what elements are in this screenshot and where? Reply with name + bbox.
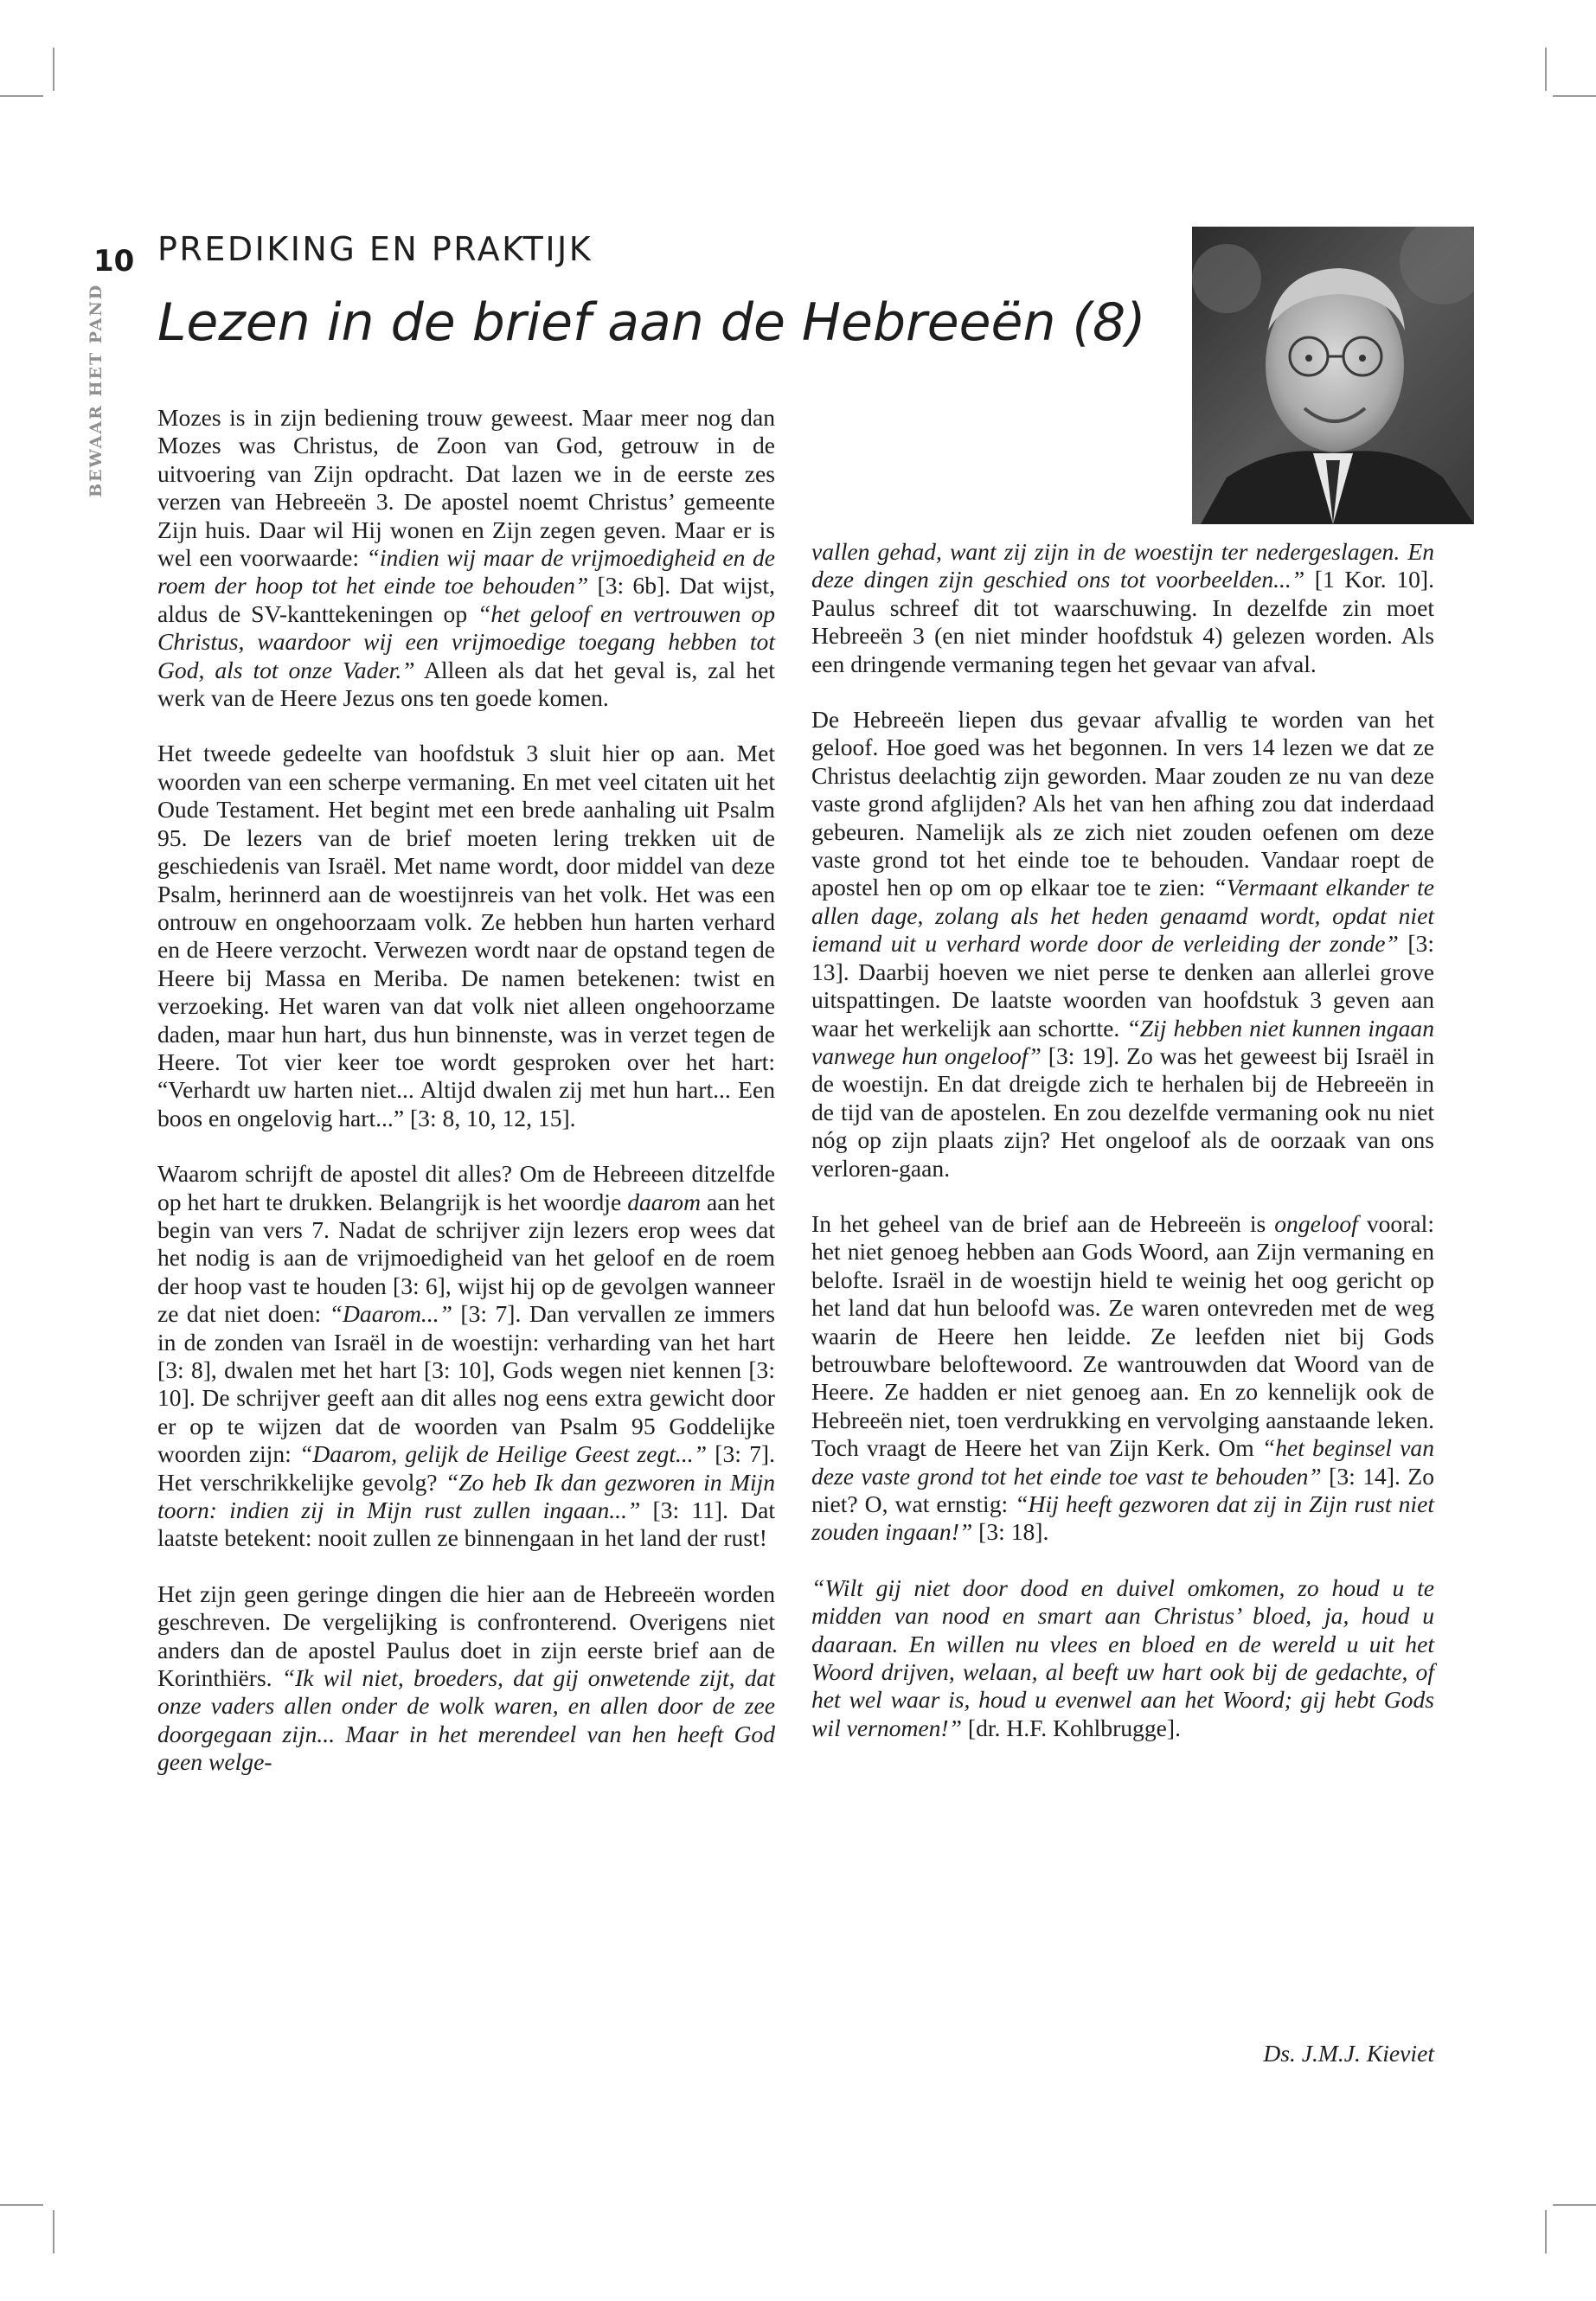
crop-mark xyxy=(1545,2210,1547,2253)
crop-mark xyxy=(1553,95,1596,97)
italic-quote: ongeloof xyxy=(1274,1209,1358,1237)
italic-quote: “Zij hebben niet kunnen ingaan vanwege hun ongeloof” xyxy=(811,1014,1435,1069)
text-run: De Hebreeën liepen dus gevaar afvallig te worden van het geloof. Hoe goed was het begonnen. In vers 14 lezen we dat ze Christus deelachtig zijn geworden. Maar zouden ze nu van deze vaste grond afglijden? Als het van hen afhing zou dat inderdaad gebeuren. Namelijk als ze zich niet zouden oefenen om deze vaste grond tot het einde toe te behouden. Vandaar roept de apostel hen op om op elkaar toe te zien: xyxy=(811,706,1434,901)
author-signature: Ds. J.M.J. Kieviet xyxy=(1263,2040,1434,2067)
italic-quote: “Ik wil niet, broeders, dat gij onwetende zijt, dat onze vaders allen onder de wolk waren, en allen door de zee doorgegaan zijn... Maar in het merendeel van hen heeft God geen welge- xyxy=(157,1664,775,1776)
italic-quote: “Vermaant elkander te allen dage, zolang als het heden genaamd wordt, opdat niet iemand uit u verhard worde door de verleiding der zonde” xyxy=(811,874,1434,958)
italic-quote: “Wilt gij niet door dood en duivel omkomen, zo houd u te midden van nood en smart aan Christus’ bloed, ja, houd u daaraan. En willen nu vlees en bloed en de wereld u uit het Woord drijven, welaan, al beeft uw hart ook bij de gedachte, of het wel waar is, houd u evenwel aan het Woord; gij hebt Gods wil vernomen!” xyxy=(811,1574,1434,1741)
portrait-image xyxy=(1192,227,1474,524)
right-column xyxy=(811,538,1434,1742)
text-run: [3: 18]. xyxy=(972,1518,1049,1546)
text-run: [3: 6b]. Dat wijst, aldus de SV-kanttekeningen op xyxy=(157,572,775,627)
paragraph xyxy=(157,740,775,1132)
crop-mark xyxy=(0,2204,43,2206)
paragraph xyxy=(811,706,1434,1183)
text-run: Mozes is in zijn bediening trouw geweest. Maar meer nog dan Mozes was Christus, de Zoon van God, getrouw in de uitvoering van Zijn opdracht. Dat lazen we in de eerste zes verzen van Hebreeën 3. De apostel noemt Christus’ gemeente Zijn huis. Daar wil Hij wonen en Zijn zegen geven. Maar er is wel een voorwaarde: xyxy=(157,404,775,572)
crop-mark xyxy=(53,2210,54,2253)
crop-mark xyxy=(0,95,43,97)
paragraph xyxy=(157,1580,775,1777)
text-run: Het zijn geen geringe dingen die hier aan de Hebreeën worden geschreven. De vergelijking is confronterend. Overigens niet anders dan de apostel Paulus doet in zijn eerste brief aan de Korinthiërs. xyxy=(157,1580,775,1692)
text-run: [3: 11]. Dat laatste betekent: nooit zullen ze binnengaan in het land der rust! xyxy=(157,1497,775,1552)
paragraph xyxy=(811,1574,1434,1742)
italic-quote: “indien wij maar de vrijmoedigheid en de roem der hoop tot het einde toe behouden” xyxy=(157,544,776,599)
text-run: [3: 13]. Daarbij hoeven we niet perse te denken aan allerlei grove uitspattingen. De laatste woorden van hoofdstuk 3 geven aan waar het werkelijk aan schortte. xyxy=(811,930,1434,1042)
italic-quote: vallen gehad, want zij zijn in de woestijn ter nedergeslagen. En deze dingen zijn geschied ons tot voorbeelden...” xyxy=(811,538,1434,593)
left-column xyxy=(157,404,775,1777)
italic-quote: “het geloof en vertrouwen op Christus, waardoor wij een vrijmoedige toegang hebben tot God, als tot onze Vader.” xyxy=(157,599,775,683)
side-label: BEWAAR HET PAND xyxy=(87,283,106,497)
italic-quote: “Daarom, gelijk de Heilige Geest zegt...” xyxy=(299,1440,708,1468)
text-run: In het geheel van de brief aan de Hebreeën is xyxy=(811,1209,1275,1237)
paragraph xyxy=(811,1210,1434,1547)
italic-quote: “het beginsel van deze vaste grond tot het einde toe vast te behouden” xyxy=(811,1434,1434,1490)
text-run: vooral: het niet genoeg hebben aan Gods Woord, aan Zijn vermaning en belofte. Israël in de woestijn hield te weinig het oog gericht op het land dat hun beloofd was. Ze waren ontevreden met de weg waarin de Heere hen leidde. Ze leefden niet bij Gods betrouwbare beloftewoord. Ze wantrouwden dat Woord van de Heere. Ze hadden er niet genoeg aan. En zo kennelijk ook de Hebreeën niet, toen verdrukking en vervolging aanstaande leken. Toch vraagt de Heere het van Zijn Kerk. Om xyxy=(811,1209,1434,1462)
text-run: [3: 7]. Dan vervallen ze immers in de zonden van Israël in de woestijn: verharding van het hart [3: 8], dwalen met het hart [3: 10], Gods wegen niet kennen [3: 10]. De schrijver geeft aan dit alles nog eens extra gewicht door er op te wijzen dat de woorden van Psalm 95 Goddelijke woorden zijn: xyxy=(157,1300,775,1468)
crop-mark xyxy=(53,48,54,91)
paragraph xyxy=(157,1160,775,1553)
text-run: [3: 19]. Zo was het geweest bij Israël in de woestijn. En dat dreigde zich te herhalen bij de Hebreeën in de tijd van de apostelen. En zou dezelfde vermaning ook nu niet nóg op zijn plaats zijn? Het ongeloof als de oorzaak van ons verloren-gaan. xyxy=(811,1042,1435,1182)
text-run: Het tweede gedeelte van hoofdstuk 3 sluit hier op aan. Met woorden van een scherpe vermaning. En met veel citaten uit het Oude Testament. Het begint met een brede aanhaling uit Psalm 95. De lezers van de brief moeten lering trekken uit de geschiedenis van Israël. Met name wordt, door middel van deze Psalm, herinnerd aan de woestijnreis van het volk. Het was een ontrouw en ongehoorzaam volk. Ze hebben hun harten verhard en de Heere verzocht. Verwezen wordt naar de opstand tegen de Heere bij Massa en Meriba. De namen betekenen: twist en verzoeking. Het waren van dat volk niet alleen ongehoorzame daden, maar hun hart, dus hun binnenste, was in verzet tegen de Heere. Tot vier keer toe wordt gesproken over het hart: “Verhardt uw harten niet... Altijd dwalen zij met hun hart... Een boos en ongelovig hart...” [3: 8, 10, 12, 15]. xyxy=(157,740,775,1131)
crop-mark xyxy=(1545,48,1547,91)
text-run: Waarom schrijft de apostel dit alles? Om de Hebreeen ditzelfde op het hart te drukken. Belangrijk is het woordje xyxy=(157,1160,775,1215)
text-run: [3: 14]. Zo niet? O, wat ernstig: xyxy=(811,1462,1434,1517)
paragraph xyxy=(157,404,775,712)
paragraph xyxy=(811,538,1434,678)
page-number: 10 xyxy=(93,244,135,279)
article-title: Lezen in de brief aan de Hebreeën (8) xyxy=(157,292,1146,353)
text-run: [1 Kor. 10]. Paulus schreef dit tot waarschuwing. In dezelfde zin moet Hebreeën 3 (en niet minder hoofdstuk 4) gelezen worden. Als een dringende vermaning tegen het gevaar van afval. xyxy=(811,566,1434,677)
author-photo xyxy=(1192,227,1474,524)
section-heading: PREDIKING EN PRAKTIJK xyxy=(157,230,593,268)
crop-mark xyxy=(1553,2204,1596,2206)
text-run: [dr. H.F. Kohlbrugge]. xyxy=(961,1714,1181,1741)
text-run: [3: 7]. Het verschrikkelijke gevolg? xyxy=(157,1440,775,1496)
text-run: Alleen als dat het geval is, zal het werk van de Heere Jezus ons ten goede komen. xyxy=(157,656,775,712)
italic-quote: “Zo heb Ik dan gezworen in Mijn toorn: indien zij in Mijn rust zullen ingaan...” xyxy=(157,1468,775,1524)
italic-quote: “Hij heeft gezworen dat zij in Zijn rust niet zouden ingaan!” xyxy=(811,1490,1434,1546)
text-run: aan het begin van vers 7. Nadat de schrijver zijn lezers erop wees dat het nodig is aan de vrijmoedigheid van het geloof en de roem der hoop vast te houden [3: 6], wijst hij op de gevolgen wanneer ze dat niet doen: xyxy=(157,1188,775,1328)
italic-quote: “Daarom...” xyxy=(329,1300,452,1328)
italic-quote: daarom xyxy=(627,1188,702,1215)
